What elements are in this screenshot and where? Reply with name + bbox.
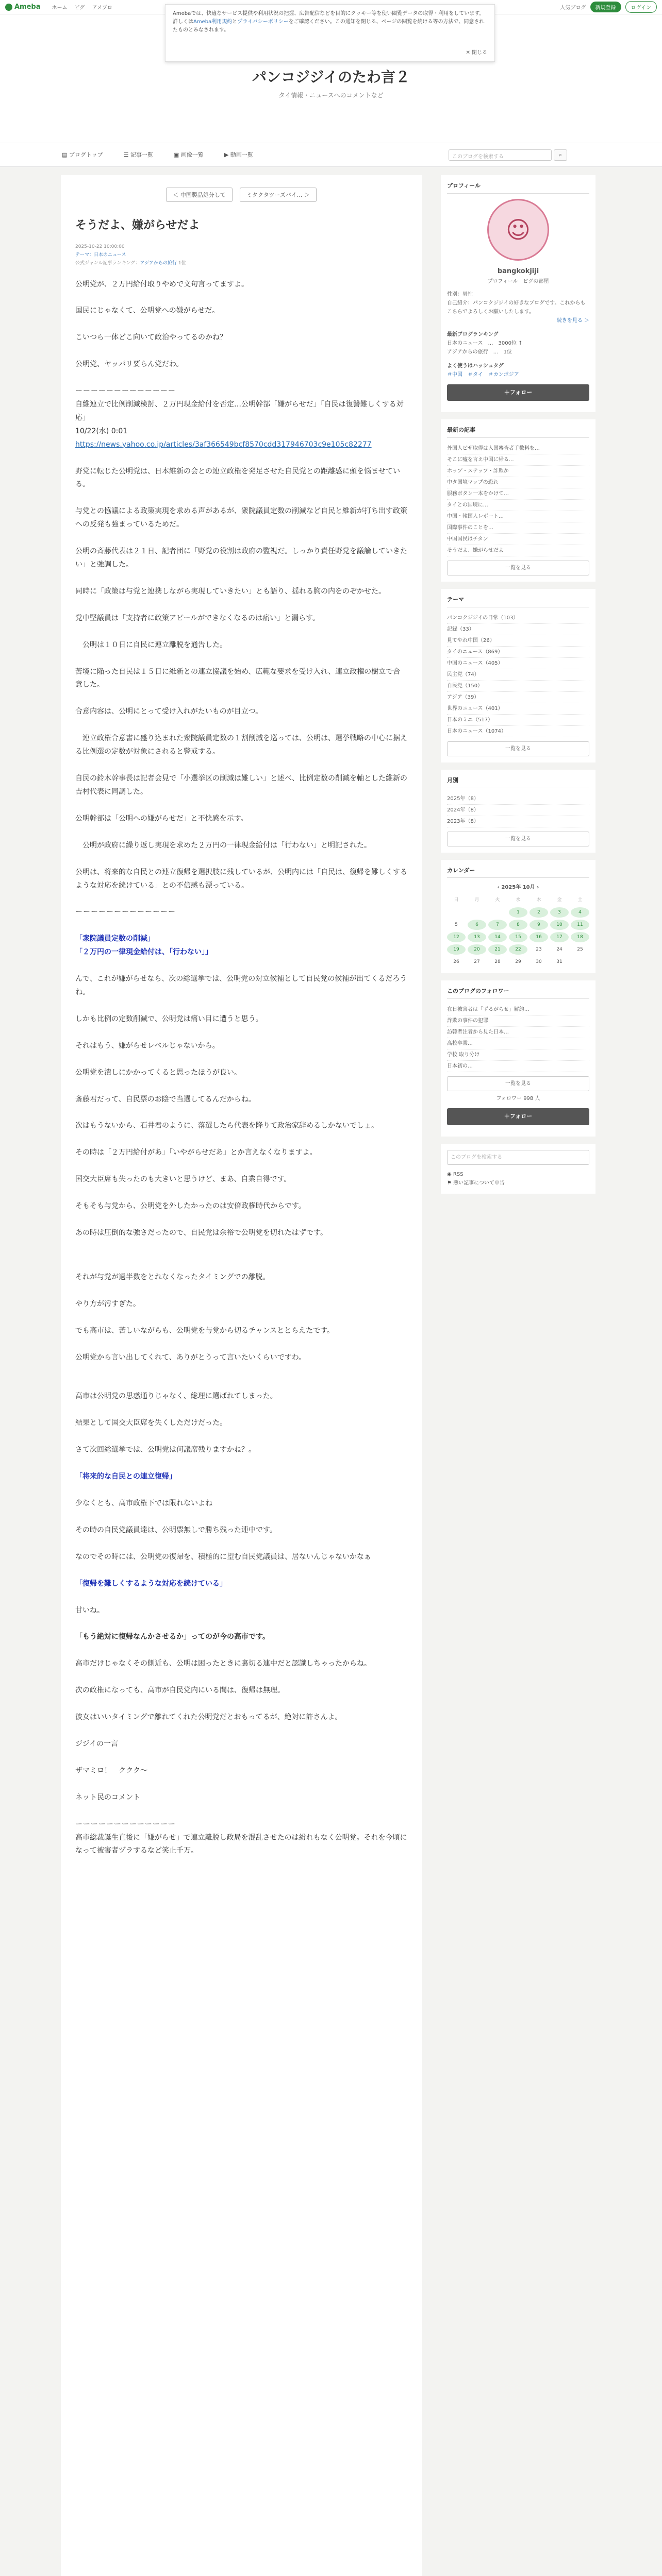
follow-button[interactable]: ＋フォロー (447, 384, 589, 401)
follower-item[interactable]: 訪韓者注者から見た日本… (447, 1027, 589, 1038)
paragraph: そもそも与党から、公明党を外したかったのは安倍政権時代からです。 (75, 1202, 306, 1211)
separator: ーーーーーーーーーーーーー (75, 908, 176, 917)
recent-heading: 最新の記事 (447, 426, 589, 438)
paragraph: その時の自民党議員達は、公明票無しで勝ち残った連中です。 (75, 1526, 277, 1534)
paragraph: でも高市は、苦しいながらも、公明党を与党から切るチャンスととらえたです。 (75, 1326, 335, 1335)
paragraph: 野党に転じた公明党は、日本維新の会との連立政権を発足させた自民党との距離感に頭を悩ませている。 (75, 467, 400, 489)
popular-blogs-link[interactable]: 人気ブログ (560, 5, 586, 11)
theme-item[interactable]: 日本のミニ（517） (447, 715, 589, 726)
follower-item[interactable]: 在日被害者は「ずるがらせ」解約… (447, 1004, 589, 1015)
prev-article-button[interactable]: ＜ 中国製品処分して (166, 188, 233, 202)
paragraph: 党中堅議員は「支持者に政策アピールができなくなるのは痛い」と漏らす。 (75, 614, 320, 622)
follower-item[interactable]: 高校卒業… (447, 1038, 589, 1049)
search-icon[interactable]: ⌕ (554, 149, 567, 161)
paragraph: なのでその時には、公明党の復帰を、積極的に望む自民党議員は、居ないんじゃないかなぁ (75, 1552, 371, 1561)
paragraph: さて次回総選挙では、公明党は何議席残りますかね？。 (75, 1446, 256, 1454)
recent-item[interactable]: 国際事件のことを… (447, 522, 589, 534)
recent-item[interactable]: 中国国民はチタン (447, 534, 589, 545)
ranking-item[interactable]: アジアからの旅行 … 1位 (447, 349, 512, 355)
paragraph: 結果として国交大臣席を失くしただけだった。 (75, 1419, 227, 1428)
calendar-heading: カレンダー (447, 866, 589, 878)
theme-item[interactable]: 記録（33） (447, 624, 589, 635)
paragraph: 公明党から言い出してくれて、ありがとうって言いたいくらいですわ。 (75, 1353, 306, 1362)
flag-icon: ⚑ (447, 1180, 454, 1186)
calendar-day[interactable]: 9 (529, 920, 548, 930)
paragraph: 公明は、将来的な自民との連立復帰を選択肢に残しているが、公明内には「自民は、復帰を難しくするような対応を続けている」との不信感も漂っている。 (75, 868, 407, 890)
paragraph: 公明が政府に繰り返し実現を求めた２万円の一律現金給付は「行わない」と明記された。 (75, 841, 371, 850)
paragraph: 公明は１０日に自民に連立離脱を通告した。 (75, 640, 227, 649)
recent-item[interactable]: タイとの国境に… (447, 500, 589, 511)
calendar-day[interactable]: 2 (529, 907, 548, 918)
sidebar-search-input[interactable]: このブログを検索する (447, 1150, 589, 1165)
calendar-prev-icon[interactable]: ‹ (497, 885, 502, 891)
profile-links[interactable]: プロフィール ピグの部屋 (487, 278, 549, 284)
paragraph: んで、これが嫌がらせなら、次の総選挙では、公明党の対立候補として自民党の候補が出てくるだろうね。 (75, 975, 407, 996)
paragraph: 連立政権合意書に盛り込まれた衆院議員定数の１割削減を巡っては、公明は、選挙戦略の中心に据える比例選の定数が対象にされると警戒する。 (75, 734, 407, 756)
paragraph: 国交大臣席も失ったのも大きいと思うけど、まあ、自業自得です。 (75, 1175, 291, 1184)
archive-item[interactable]: 2025年（8） (447, 793, 589, 805)
sidebar-search-box (441, 1144, 595, 1194)
hashtag-heading: よく使うはハッシュタグ (447, 363, 504, 369)
profile-username[interactable]: bangkokjiji (497, 267, 539, 275)
recent-item[interactable]: そうだよ、嫌がらせだよ (447, 545, 589, 556)
calendar-day[interactable]: 18 (571, 932, 589, 942)
paragraph: 公明党、ヤッパリ要らん党だわ。 (75, 360, 184, 369)
rss-link[interactable] (447, 1170, 589, 1179)
profile-box (441, 175, 595, 412)
paragraph: あの時は圧倒的な強さだったので、自民党は余裕で公明党を切れたはずです。 (75, 1228, 328, 1237)
archive-item[interactable]: 2023年（8） (447, 816, 589, 827)
recent-more-button[interactable]: 一覧を見る (447, 561, 589, 575)
calendar-weekday: 月 (474, 897, 479, 903)
report-link[interactable] (447, 1179, 589, 1188)
calendar-day: 28 (494, 959, 501, 965)
ranking-tag[interactable]: アジアからの旅行 (140, 261, 177, 266)
paragraph: 自民の鈴木幹事長は記者会見で「小選挙区の削減は難しい」と述べ、比例定数の削減を軸とした維新の吉村代表に同調した。 (75, 774, 407, 796)
calendar-day[interactable]: 12 (447, 932, 466, 942)
report-label: 悪い記事について申告 (453, 1180, 505, 1186)
blog-search-input[interactable]: このブログを検索する (449, 149, 552, 161)
calendar-day: 27 (474, 959, 480, 965)
follower-count: フォロワー 998 人 (496, 1095, 540, 1101)
calendar-day[interactable]: 14 (488, 932, 507, 942)
calendar-day[interactable]: 3 (550, 907, 569, 918)
followers-more-button[interactable]: 一覧を見る (447, 1076, 589, 1091)
calendar-day[interactable]: 10 (550, 920, 569, 930)
ranking-heading: 最新ブログランキング (447, 331, 499, 337)
followers-heading: このブログのフォロワー (447, 987, 589, 999)
calendar-day (468, 907, 486, 918)
calendar-day[interactable]: 20 (468, 944, 486, 955)
ranking-item[interactable]: 日本のニュース … 3000位 ↑ (447, 340, 523, 346)
theme-item[interactable]: アジア（39） (447, 692, 589, 703)
theme-item[interactable]: タイのニュース（869） (447, 647, 589, 658)
follow-button[interactable]: ＋フォロー (447, 1108, 589, 1125)
profile-intro: 自己紹介：パンコクジジイの好きなブログです。これからもこちらでよろしくお願いしたします。 (447, 300, 586, 315)
calendar-day[interactable]: 4 (571, 907, 589, 918)
paragraph: やり方が汚すぎた。 (75, 1299, 140, 1308)
calendar-next-icon[interactable]: › (535, 885, 539, 891)
archive-heading: 月別 (447, 776, 589, 788)
calendar-day[interactable]: 11 (571, 920, 589, 930)
login-button[interactable]: ログイン (625, 1, 657, 13)
cookie-text: Amebaでは、快適なサービス提供や利用状況の把握、広告配信などを目的にクッキー等を使い閲覧データの取得・利用をしています。詳しくは (173, 11, 485, 25)
blog-subtitle: タイ情報・ニュースへのコメントなど (278, 92, 384, 99)
paragraph: ネット民のコメント (75, 1793, 140, 1802)
highlight-quote: 「将来的な自民との連立復帰」 (75, 1472, 176, 1481)
recent-item[interactable]: 外国人ビザ取得は入国審査者手数料を… (447, 443, 589, 454)
recent-item[interactable]: 服務ボタン一本をかけて… (447, 488, 589, 500)
prev-next-nav (75, 188, 407, 202)
separator: ーーーーーーーーーーーーー (75, 387, 176, 396)
calendar-weekday: 金 (557, 897, 562, 903)
privacy-link[interactable]: プライバシーポリシー (237, 19, 289, 25)
calendar-days (447, 907, 589, 967)
blog-nav (0, 143, 662, 167)
nav-label: 画像一覧 (180, 151, 204, 158)
ameba-logo[interactable] (5, 3, 41, 11)
follower-item[interactable]: 日本初の… (447, 1061, 589, 1072)
paragraph: 公明幹部は「公明への嫌がらせだ」と不快感を示す。 (75, 814, 248, 823)
calendar-day: 25 (577, 947, 583, 953)
nav-pigg[interactable]: ピグ (74, 5, 85, 11)
archive-item[interactable]: 2024年（8） (447, 805, 589, 816)
paragraph: 公明党を潰しにかかってくると思ったほうが良い。 (75, 1068, 241, 1077)
calendar-day[interactable]: 13 (468, 932, 486, 942)
nav-label: ブログトップ (69, 151, 103, 158)
calendar-day[interactable]: 15 (509, 932, 527, 942)
follower-item[interactable]: 詐欺の事件の犯罪 (447, 1015, 589, 1027)
calendar-weekday: 日 (454, 897, 459, 903)
calendar-day[interactable]: 21 (488, 944, 507, 955)
hashtag-list[interactable]: ＃中国 ＃タイ ＃カンボジア (447, 371, 519, 378)
terms-link[interactable]: Ameba利用規約 (193, 19, 233, 25)
ameba-logo-icon (5, 4, 12, 11)
calendar-day[interactable]: 7 (488, 920, 507, 930)
paragraph: 高市は公明党の思惑通りじゃなく、総理に選ばれてしまった。 (75, 1392, 277, 1401)
calendar-day[interactable]: 17 (550, 932, 569, 942)
avatar[interactable]: ☺ (487, 199, 549, 261)
article-main (61, 175, 422, 2576)
rss-icon: ◉ (447, 1171, 453, 1177)
paragraph: 高市だけじゃなくその側近も、公明は困ったときに裏切る連中だと認識しちゃったからね。 (75, 1659, 371, 1668)
calendar-day: 30 (536, 959, 542, 965)
theme-item[interactable]: パンコクジジイの日常（103） (447, 613, 589, 624)
nav-home[interactable]: ホーム (52, 5, 68, 11)
article-theme[interactable]: テーマ：日本のニュース (75, 252, 126, 258)
paragraph: 高市総裁誕生直後に「嫌がらせ」で連立離脱し政局を混乱させたのは紛れもなく公明党。それを今頃になって被害者ヅラするなど笑止千万。 (75, 1833, 407, 1855)
paragraph: 斎藤君だって、自民票のお陰で当選してるんだからね。 (75, 1095, 256, 1104)
blog-title[interactable]: パンコジジイのたわ言２ (252, 69, 410, 86)
nav-image-list[interactable]: ▣ 画像一覧 (173, 151, 204, 158)
article-date: 2025-10-22 10:00:00 (75, 244, 125, 249)
calendar-weekday: 木 (536, 897, 541, 903)
paragraph: しかも比例の定数削減で、公明党は痛い目に遭うと思う。 (75, 1014, 263, 1023)
calendar-day (488, 907, 507, 918)
calendar-weekday: 土 (577, 897, 583, 903)
calendar-day: 24 (556, 947, 562, 953)
calendar-day[interactable]: 22 (509, 944, 527, 955)
calendar-day[interactable]: 8 (509, 920, 527, 930)
calendar-day: 29 (515, 959, 521, 965)
paragraph: ザマミロ！ ククク～ (75, 1766, 147, 1775)
paragraph: 彼女はいいタイミングで離れてくれた公明党だとおもってるが、絶対に許さんよ。 (75, 1713, 342, 1722)
paragraph: 公明党が、２万円給付取りやめで文句言ってますよ。 (75, 280, 249, 289)
recent-item[interactable]: ホップ・ステップ・詐欺か (447, 466, 589, 477)
cookie-notice (165, 4, 495, 62)
theme-item[interactable]: 自民党（150） (447, 681, 589, 692)
paragraph: こいつら一体どこ向いて政治やってるのかね？ (75, 333, 227, 342)
themes-heading: テーマ (447, 595, 589, 607)
calendar-day: 31 (556, 959, 562, 965)
calendar-day (447, 907, 466, 918)
quote-headline: 自維連立で比例削減検討、２万円現金給付を否定…公明幹部「嫌がらせだ」「自民は復讐難しくする対応」 (75, 400, 404, 422)
paragraph: 与党との協議による政策実現を求める声があるが、衆院議員定数の削減など自民と維新が打ち出す政策への反発も強まっているためだ。 (75, 507, 407, 529)
calendar-day[interactable]: 1 (509, 907, 527, 918)
calendar-day: 5 (455, 922, 458, 928)
highlight-quote (75, 933, 407, 959)
theme-item[interactable]: 中国のニュース（405） (447, 658, 589, 669)
paragraph: 少なくとも、高市政権下では限れないよね (75, 1499, 212, 1507)
highlight-line: 「２万円の一律現金給付は、「行わない」」 (75, 948, 212, 957)
calendar-month: 2025年 10月 (501, 885, 535, 891)
cookie-close-button[interactable]: ✕ 閉じる (466, 50, 487, 56)
cookie-tail: をご確認ください。この通知を閉じる、ページの閲覧を続ける等の方法で、同意されたものとみなされます。 (173, 19, 485, 33)
calendar-day: 26 (453, 959, 459, 965)
paragraph: ジジイの一言 (75, 1740, 118, 1748)
recent-item[interactable]: 中国・韓国人レポート… (447, 511, 589, 522)
calendar-box (441, 860, 595, 974)
next-article-button[interactable]: ミタクタツーズバイ... ＞ (240, 188, 317, 202)
theme-item[interactable]: 世界のニュース（401） (447, 703, 589, 715)
followers-box (441, 980, 595, 1136)
paragraph: 公明の斉藤代表は２１日、記者団に「野党の役割は政府の監視だ。しっかり責任野党を議論していきたい」と強調した。 (75, 547, 407, 569)
nav-article-list[interactable]: ☰ 記事一覧 (123, 151, 153, 158)
follower-item[interactable]: 学校 取り分け (447, 1049, 589, 1061)
theme-item[interactable]: 見てやれ中国（26） (447, 635, 589, 647)
highlight-line: 「衆院議員定数の削減」 (75, 935, 155, 943)
paragraph: 甘いね。 (75, 1606, 104, 1615)
paragraph: それが与党が過半数をとれなくなったタイミングでの離脱。 (75, 1273, 270, 1281)
paragraph: その時は「２万円給付があ」「いやがらせだあ」とか言えなくなりますよ。 (75, 1148, 317, 1157)
paragraph: 次はもうないから、石井君のように、落選したら代表を降りて政治家辞めるしかないでしょ。 (75, 1122, 378, 1130)
recent-item[interactable]: そこに嘘を言え中国に帰る... (447, 454, 589, 466)
calendar-day (571, 957, 589, 967)
nav-ameblo[interactable]: アメブロ (92, 5, 112, 11)
calendar-day[interactable]: 6 (468, 920, 486, 930)
paragraph: 苦境に陥った自民は１５日に維新との連立協議を始め、広範な要求を受け入れ、連立政権の樹立で合意した。 (75, 667, 401, 689)
register-button[interactable]: 新規登録 (590, 2, 621, 12)
paragraph: それはもう、嫌がらせレベルじゃないから。 (75, 1041, 220, 1050)
profile-gender: 性別：男性 (447, 291, 473, 297)
themes-more-button[interactable]: 一覧を見る (447, 741, 589, 756)
paragraph: 次の政権になっても、高市が自民党内にいる間は、復帰は無理。 (75, 1686, 285, 1695)
recent-articles (441, 419, 595, 582)
separator: ーーーーーーーーーーーーー (75, 1820, 176, 1828)
calendar-weekday: 火 (495, 897, 500, 903)
cookie-mid: と (232, 19, 238, 25)
logo-text: Ameba (14, 3, 41, 11)
ranking-prefix: 公式ジャンル記事ランキング： (75, 261, 140, 266)
quote-date: 10/22(水) 0:01 (75, 427, 128, 435)
calendar-weekday: 水 (516, 897, 521, 903)
highlight-quote: 「復帰を難しくするような対応を続けている」 (75, 1579, 227, 1588)
paragraph: 同時に「政策は与党と連携しながら実現していきたい」とも語り、揺れる胸の内をのぞかせた。 (75, 587, 386, 596)
ranking-rank: 1位 (178, 261, 186, 266)
calendar-day[interactable]: 16 (529, 932, 548, 942)
paragraph: 「もう絶対に復帰なんかさせるか」ってのが今の高市です。 (75, 1633, 270, 1641)
rss-label: RSS (453, 1171, 464, 1177)
archive-box (441, 770, 595, 853)
profile-heading: プロフィール (447, 181, 589, 194)
themes-box (441, 589, 595, 762)
theme-item[interactable]: 民主党（74） (447, 669, 589, 681)
calendar-day: 23 (536, 947, 542, 953)
archive-more-button[interactable]: 一覧を見る (447, 832, 589, 846)
nav-blog-top[interactable]: ▤ ブログトップ (62, 151, 103, 158)
calendar-day[interactable]: 19 (447, 944, 466, 955)
calendar-weekdays (447, 895, 589, 905)
paragraph: 国民にじゃなくて、公明党への嫌がらせだ。 (75, 307, 220, 315)
article-meta (75, 243, 407, 268)
sidebar (441, 175, 595, 1201)
source-link[interactable]: https://news.yahoo.co.jp/articles/3af366549bcf8570cdd317946703c9e105c82277 (75, 440, 372, 449)
article-title: そうだよ、嫌がらせだよ (75, 219, 200, 232)
nav-label: 記事一覧 (130, 151, 153, 158)
calendar-title (447, 883, 589, 892)
recent-item[interactable]: 中タ国境マップの恐れ (447, 477, 589, 488)
read-more-link[interactable]: 続きを見る ＞ (556, 317, 589, 324)
nav-label: 動画一覧 (230, 151, 253, 158)
theme-item[interactable]: 日本のニュース（1074） (447, 726, 589, 737)
paragraph: 合意内容は、公明にとって受け入れがたいものが目立つ。 (75, 707, 263, 716)
nav-video-list[interactable]: ▶ 動画一覧 (224, 151, 253, 158)
